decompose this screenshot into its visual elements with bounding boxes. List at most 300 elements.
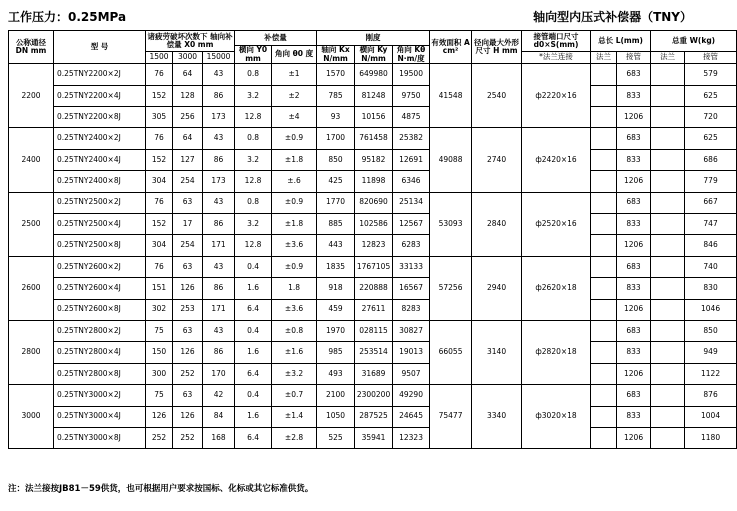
cell-weight-flange: [651, 192, 685, 213]
cell-x1500: 304: [146, 235, 173, 256]
cell-ky: 2300200: [355, 385, 393, 406]
cell-ky: 12823: [355, 235, 393, 256]
cell-x3000: 127: [173, 149, 203, 170]
cell-model: 0.25TNY2200×8J: [54, 107, 146, 128]
cell-x15000: 86: [203, 278, 235, 299]
cell-weight-flange: [651, 278, 685, 299]
cell-kx: 918: [317, 278, 355, 299]
cell-x3000: 254: [173, 171, 203, 192]
cell-x1500: 152: [146, 149, 173, 170]
table-body: [9, 64, 737, 449]
cell-kx: 525: [317, 427, 355, 448]
col-3000: 3000: [173, 52, 203, 64]
cell-x1500: 252: [146, 427, 173, 448]
cell-model: 0.25TNY2500×8J: [54, 235, 146, 256]
cell-y0: 12.8: [235, 235, 272, 256]
cell-kt: 19013: [393, 342, 430, 363]
cell-t0: ±0.8: [272, 320, 317, 341]
cell-kx: 425: [317, 171, 355, 192]
cell-length-flange: [591, 235, 617, 256]
cell-weight-pipe: 779: [685, 171, 737, 192]
cell-x15000: 86: [203, 213, 235, 234]
cell-x1500: 75: [146, 385, 173, 406]
cell-length-flange: [591, 149, 617, 170]
cell-weight-pipe: 625: [685, 85, 737, 106]
cell-x3000: 252: [173, 363, 203, 384]
cell-length-flange: [591, 256, 617, 277]
cell-y0: 0.8: [235, 64, 272, 85]
table-row: [9, 320, 737, 341]
cell-length-pipe: 683: [617, 64, 651, 85]
cell-model: 0.25TNY2600×4J: [54, 278, 146, 299]
cell-x15000: 171: [203, 235, 235, 256]
cell-weight-flange: [651, 385, 685, 406]
cell-weight-flange: [651, 256, 685, 277]
cell-x15000: 42: [203, 385, 235, 406]
cell-kx: 493: [317, 363, 355, 384]
cell-x1500: 304: [146, 171, 173, 192]
cell-length-flange: [591, 278, 617, 299]
cell-length-pipe: 833: [617, 213, 651, 234]
col-angular: 角向 θ0 度: [272, 46, 317, 64]
cell-x1500: 300: [146, 363, 173, 384]
cell-kx: 1700: [317, 128, 355, 149]
cell-x1500: 76: [146, 128, 173, 149]
cell-length-pipe: 683: [617, 256, 651, 277]
cell-length-flange: [591, 385, 617, 406]
cell-kt: 6283: [393, 235, 430, 256]
col-1500: 1500: [146, 52, 173, 64]
cell-pipe-size: ф2520×16: [522, 192, 591, 256]
table-row: [9, 342, 737, 363]
cell-x3000: 63: [173, 385, 203, 406]
cell-x1500: 152: [146, 85, 173, 106]
cell-length-pipe: 833: [617, 149, 651, 170]
cell-outer-dim: 2840: [472, 192, 522, 256]
cell-x15000: 173: [203, 171, 235, 192]
cell-y0: 3.2: [235, 149, 272, 170]
table-row: [9, 192, 737, 213]
cell-ky: 1767105: [355, 256, 393, 277]
cell-area: 53093: [430, 192, 472, 256]
cell-pipe-size: ф2420×16: [522, 128, 591, 192]
cell-length-pipe: 1206: [617, 235, 651, 256]
col-pipe-size: 接管端口尺寸 d0×S(mm): [522, 31, 591, 52]
cell-x15000: 84: [203, 406, 235, 427]
cell-ky: 11898: [355, 171, 393, 192]
cell-dn: 2800: [9, 320, 54, 384]
cell-weight-pipe: 949: [685, 342, 737, 363]
cell-length-pipe: 683: [617, 128, 651, 149]
cell-weight-flange: [651, 85, 685, 106]
cell-length-flange: [591, 192, 617, 213]
cell-x15000: 43: [203, 192, 235, 213]
cell-weight-flange: [651, 171, 685, 192]
cell-ky: 102586: [355, 213, 393, 234]
cell-x15000: 86: [203, 85, 235, 106]
cell-length-flange: [591, 342, 617, 363]
cell-x3000: 64: [173, 128, 203, 149]
cell-weight-flange: [651, 427, 685, 448]
col-length-pipe: 接管: [617, 52, 651, 64]
cell-kt: 30827: [393, 320, 430, 341]
cell-y0: 0.4: [235, 320, 272, 341]
cell-weight-pipe: 1004: [685, 406, 737, 427]
table-row: [9, 149, 737, 170]
cell-length-flange: [591, 107, 617, 128]
working-pressure: 工作压力：0.25MPa: [8, 10, 127, 24]
cell-length-pipe: 1206: [617, 363, 651, 384]
cell-x1500: 305: [146, 107, 173, 128]
cell-x3000: 64: [173, 64, 203, 85]
table-row: [9, 363, 737, 384]
table-row: [9, 107, 737, 128]
cell-ky: 10156: [355, 107, 393, 128]
cell-x3000: 253: [173, 299, 203, 320]
cell-weight-flange: [651, 107, 685, 128]
cell-weight-pipe: 1180: [685, 427, 737, 448]
cell-t0: ±0.7: [272, 385, 317, 406]
cell-x3000: 126: [173, 342, 203, 363]
cell-y0: 1.6: [235, 278, 272, 299]
cell-weight-pipe: 667: [685, 192, 737, 213]
cell-length-flange: [591, 320, 617, 341]
cell-x3000: 128: [173, 85, 203, 106]
cell-weight-flange: [651, 363, 685, 384]
cell-pipe-size: ф2620×18: [522, 256, 591, 320]
cell-area: 75477: [430, 385, 472, 449]
cell-kt: 33133: [393, 256, 430, 277]
cell-model: 0.25TNY2500×2J: [54, 192, 146, 213]
cell-area: 66055: [430, 320, 472, 384]
cell-length-flange: [591, 128, 617, 149]
cell-x15000: 86: [203, 342, 235, 363]
col-lateral: 横向 Y0 mm: [235, 46, 272, 64]
cell-length-flange: [591, 299, 617, 320]
cell-t0: ±1.6: [272, 342, 317, 363]
cell-x15000: 43: [203, 320, 235, 341]
cell-y0: 0.8: [235, 128, 272, 149]
cell-length-flange: [591, 363, 617, 384]
cell-kt: 49290: [393, 385, 430, 406]
cell-x1500: 150: [146, 342, 173, 363]
cell-weight-flange: [651, 406, 685, 427]
cell-x3000: 17: [173, 213, 203, 234]
cell-weight-flange: [651, 128, 685, 149]
cell-length-flange: [591, 85, 617, 106]
col-weight-pipe: 接管: [685, 52, 737, 64]
cell-length-pipe: 833: [617, 406, 651, 427]
table-row: [9, 299, 737, 320]
cell-length-flange: [591, 64, 617, 85]
cell-t0: ±1: [272, 64, 317, 85]
col-ky: 横向 Ky N/mm: [355, 46, 393, 64]
col-stiffness: 刚度: [317, 31, 430, 46]
cell-weight-pipe: 740: [685, 256, 737, 277]
cell-kx: 459: [317, 299, 355, 320]
cell-kt: 12323: [393, 427, 430, 448]
cell-model: 0.25TNY2800×4J: [54, 342, 146, 363]
cell-x1500: 302: [146, 299, 173, 320]
cell-y0: 6.4: [235, 427, 272, 448]
cell-dn: 2600: [9, 256, 54, 320]
cell-weight-pipe: 625: [685, 128, 737, 149]
col-model: 型 号: [54, 31, 146, 64]
col-area: 有效面积 A cm²: [430, 31, 472, 64]
cell-length-flange: [591, 213, 617, 234]
cell-weight-pipe: 747: [685, 213, 737, 234]
cell-t0: 1.8: [272, 278, 317, 299]
cell-weight-pipe: 830: [685, 278, 737, 299]
cell-model: 0.25TNY2600×8J: [54, 299, 146, 320]
col-kx: 轴向 Kx N/mm: [317, 46, 355, 64]
cell-t0: ±2: [272, 85, 317, 106]
cell-ky: 649980: [355, 64, 393, 85]
cell-weight-flange: [651, 235, 685, 256]
cell-x3000: 126: [173, 278, 203, 299]
cell-y0: 0.4: [235, 385, 272, 406]
cell-weight-pipe: 1046: [685, 299, 737, 320]
cell-x15000: 170: [203, 363, 235, 384]
col-15000: 15000: [203, 52, 235, 64]
cell-dn: 2400: [9, 128, 54, 192]
cell-model: 0.25TNY2600×2J: [54, 256, 146, 277]
cell-model: 0.25TNY2400×8J: [54, 171, 146, 192]
cell-weight-flange: [651, 149, 685, 170]
cell-ky: 81248: [355, 85, 393, 106]
cell-t0: ±1.4: [272, 406, 317, 427]
cell-outer-dim: 3140: [472, 320, 522, 384]
cell-x1500: 76: [146, 64, 173, 85]
table-row: [9, 171, 737, 192]
cell-weight-pipe: 686: [685, 149, 737, 170]
cell-x1500: 151: [146, 278, 173, 299]
cell-kt: 19500: [393, 64, 430, 85]
spec-table: [8, 30, 737, 449]
cell-x1500: 75: [146, 320, 173, 341]
cell-x1500: 126: [146, 406, 173, 427]
cell-ky: 761458: [355, 128, 393, 149]
footnote: 注：法兰接按JB81－59供货，也可根据用户要求按国标、化标或其它标准供货。: [8, 484, 314, 494]
cell-y0: 12.8: [235, 171, 272, 192]
cell-kt: 6346: [393, 171, 430, 192]
cell-kx: 985: [317, 342, 355, 363]
cell-length-pipe: 833: [617, 278, 651, 299]
cell-weight-flange: [651, 299, 685, 320]
cell-x15000: 43: [203, 64, 235, 85]
cell-length-pipe: 1206: [617, 299, 651, 320]
cell-x15000: 173: [203, 107, 235, 128]
table-row: [9, 385, 737, 406]
col-dn: 公称通径 DN mm: [9, 31, 54, 64]
cell-weight-pipe: 876: [685, 385, 737, 406]
cell-weight-pipe: 850: [685, 320, 737, 341]
cell-kx: 1770: [317, 192, 355, 213]
cell-ky: 95182: [355, 149, 393, 170]
cell-ky: 31689: [355, 363, 393, 384]
col-length-flange: 法兰: [591, 52, 617, 64]
col-ktheta: 角向 Kθ N·m/度: [393, 46, 430, 64]
cell-y0: 1.6: [235, 406, 272, 427]
cell-weight-flange: [651, 342, 685, 363]
cell-x15000: 43: [203, 128, 235, 149]
cell-weight-flange: [651, 213, 685, 234]
cell-outer-dim: 2740: [472, 128, 522, 192]
cell-area: 41548: [430, 64, 472, 128]
cell-x3000: 254: [173, 235, 203, 256]
cell-t0: ±0.9: [272, 192, 317, 213]
cell-model: 0.25TNY3000×8J: [54, 427, 146, 448]
cell-length-pipe: 833: [617, 85, 651, 106]
cell-dn: 2500: [9, 192, 54, 256]
cell-t0: ±3.2: [272, 363, 317, 384]
cell-dn: 3000: [9, 385, 54, 449]
cell-t0: ±0.9: [272, 256, 317, 277]
table-row: [9, 213, 737, 234]
cell-model: 0.25TNY3000×2J: [54, 385, 146, 406]
cell-weight-pipe: 1122: [685, 363, 737, 384]
cell-model: 0.25TNY2800×2J: [54, 320, 146, 341]
col-compensation: 补偿量: [235, 31, 317, 46]
cell-ky: 220888: [355, 278, 393, 299]
cell-kx: 1570: [317, 64, 355, 85]
cell-x3000: 63: [173, 192, 203, 213]
cell-x3000: 252: [173, 427, 203, 448]
table-row: [9, 64, 737, 85]
col-pipe-note: *法兰连接: [522, 52, 591, 64]
cell-ky: 028115: [355, 320, 393, 341]
cell-y0: 0.4: [235, 256, 272, 277]
cell-model: 0.25TNY2400×4J: [54, 149, 146, 170]
cell-kx: 443: [317, 235, 355, 256]
cell-x1500: 76: [146, 256, 173, 277]
cell-kt: 8283: [393, 299, 430, 320]
cell-kt: 9507: [393, 363, 430, 384]
cell-kt: 25382: [393, 128, 430, 149]
cell-x3000: 256: [173, 107, 203, 128]
cell-kt: 24645: [393, 406, 430, 427]
cell-y0: 1.6: [235, 342, 272, 363]
col-length: 总长 L(mm): [591, 31, 651, 52]
cell-kx: 93: [317, 107, 355, 128]
col-outer-dim: 径向最大外形尺寸 H mm: [472, 31, 522, 64]
cell-length-pipe: 683: [617, 385, 651, 406]
cell-length-pipe: 1206: [617, 427, 651, 448]
table-row: [9, 235, 737, 256]
cell-y0: 12.8: [235, 107, 272, 128]
cell-x3000: 126: [173, 406, 203, 427]
cell-kx: 885: [317, 213, 355, 234]
cell-length-pipe: 833: [617, 342, 651, 363]
cell-weight-pipe: 579: [685, 64, 737, 85]
table-row: [9, 427, 737, 448]
cell-area: 57256: [430, 256, 472, 320]
header-bar: [8, 8, 692, 28]
cell-outer-dim: 2540: [472, 64, 522, 128]
table-row: [9, 406, 737, 427]
cell-kt: 12691: [393, 149, 430, 170]
cell-y0: 6.4: [235, 299, 272, 320]
cell-kx: 785: [317, 85, 355, 106]
cell-kx: 1050: [317, 406, 355, 427]
cell-model: 0.25TNY3000×4J: [54, 406, 146, 427]
cell-x3000: 63: [173, 320, 203, 341]
cell-t0: ±4: [272, 107, 317, 128]
table-row: [9, 85, 737, 106]
cell-weight-pipe: 846: [685, 235, 737, 256]
cell-ky: 287525: [355, 406, 393, 427]
cell-area: 49088: [430, 128, 472, 192]
table-row: [9, 278, 737, 299]
cell-outer-dim: 3340: [472, 385, 522, 449]
col-weight-flange: 法兰: [651, 52, 685, 64]
cell-model: 0.25TNY2400×2J: [54, 128, 146, 149]
cell-y0: 3.2: [235, 85, 272, 106]
cell-t0: ±0.9: [272, 128, 317, 149]
cell-pipe-size: ф3020×18: [522, 385, 591, 449]
table-title: 轴向型内压式补偿器（TNY）: [533, 10, 692, 24]
cell-t0: ±3.6: [272, 299, 317, 320]
cell-model: 0.25TNY2200×2J: [54, 64, 146, 85]
cell-t0: ±.6: [272, 171, 317, 192]
cell-dn: 2200: [9, 64, 54, 128]
cell-length-flange: [591, 406, 617, 427]
cell-y0: 6.4: [235, 363, 272, 384]
cell-x1500: 76: [146, 192, 173, 213]
cell-t0: ±1.8: [272, 149, 317, 170]
col-axial-cycles: 诸疲劳破坏次数下 轴向补偿量 X0 mm: [146, 31, 235, 52]
cell-kx: 850: [317, 149, 355, 170]
cell-x15000: 171: [203, 299, 235, 320]
cell-x15000: 168: [203, 427, 235, 448]
cell-model: 0.25TNY2800×8J: [54, 363, 146, 384]
cell-ky: 27611: [355, 299, 393, 320]
cell-length-pipe: 683: [617, 192, 651, 213]
cell-kt: 4875: [393, 107, 430, 128]
cell-outer-dim: 2940: [472, 256, 522, 320]
cell-pipe-size: ф2220×16: [522, 64, 591, 128]
cell-t0: ±3.6: [272, 235, 317, 256]
cell-kx: 2100: [317, 385, 355, 406]
cell-pipe-size: ф2820×18: [522, 320, 591, 384]
cell-kt: 16567: [393, 278, 430, 299]
cell-length-pipe: 683: [617, 320, 651, 341]
cell-x1500: 152: [146, 213, 173, 234]
cell-ky: 35941: [355, 427, 393, 448]
table-row: [9, 128, 737, 149]
cell-x15000: 86: [203, 149, 235, 170]
table-row: [9, 256, 737, 277]
cell-weight-pipe: 720: [685, 107, 737, 128]
cell-weight-flange: [651, 64, 685, 85]
cell-model: 0.25TNY2200×4J: [54, 85, 146, 106]
cell-length-flange: [591, 427, 617, 448]
cell-y0: 0.8: [235, 192, 272, 213]
cell-t0: ±1.8: [272, 213, 317, 234]
cell-length-pipe: 1206: [617, 171, 651, 192]
cell-x15000: 43: [203, 256, 235, 277]
cell-kx: 1835: [317, 256, 355, 277]
cell-x3000: 63: [173, 256, 203, 277]
cell-kt: 12567: [393, 213, 430, 234]
cell-length-pipe: 1206: [617, 107, 651, 128]
cell-ky: 253514: [355, 342, 393, 363]
cell-t0: ±2.8: [272, 427, 317, 448]
cell-kx: 1970: [317, 320, 355, 341]
col-weight: 总重 W(kg): [651, 31, 737, 52]
cell-kt: 9750: [393, 85, 430, 106]
cell-length-flange: [591, 171, 617, 192]
